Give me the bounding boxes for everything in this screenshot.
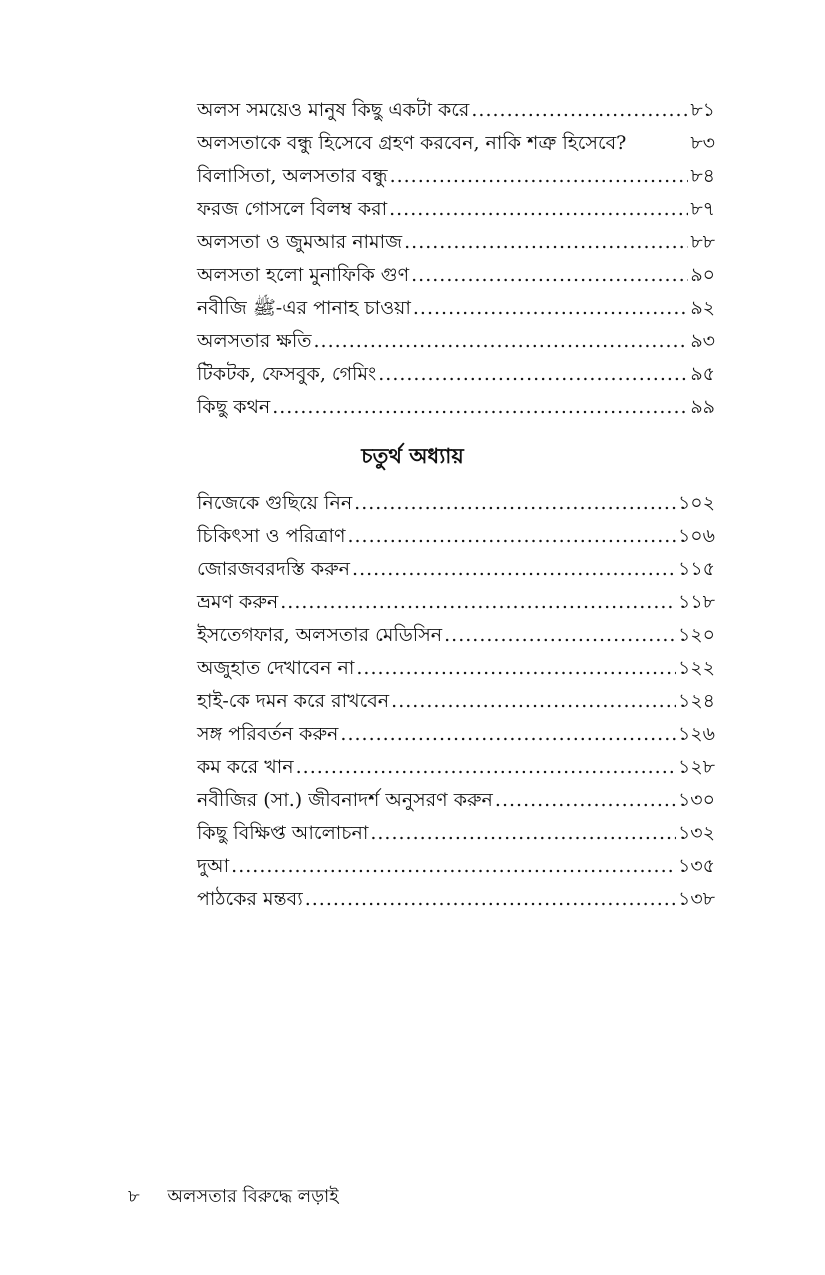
toc-entry-page: ৯৫ (690, 363, 715, 385)
dot-leader (391, 685, 676, 718)
toc-entry-title: পাঠকের মন্তব্য (197, 888, 303, 910)
dot-leader (370, 817, 676, 850)
footer-book-title: অলসতার বিরুদ্ধে লড়াই (167, 1186, 339, 1207)
toc-entry (197, 193, 715, 226)
dot-leader (280, 586, 676, 619)
toc-entry-page: ১৩৮ (677, 888, 715, 910)
toc-entry (197, 94, 715, 127)
toc-entry (197, 160, 715, 193)
toc-entry-title: কম করে খান (197, 756, 294, 778)
toc-entry-page: ৯৩ (690, 330, 715, 352)
toc-entry (197, 226, 715, 259)
toc-entry-title: অজুহাত দেখাবেন না (197, 657, 355, 679)
toc-entry (197, 553, 715, 586)
dot-leader (413, 292, 688, 325)
toc-entry (197, 619, 715, 652)
toc-chapter-4 (197, 487, 715, 916)
page-footer (128, 1182, 339, 1213)
toc-entry (197, 685, 715, 718)
toc-entry (197, 127, 715, 160)
toc-entry-page: ৮৭ (690, 198, 715, 220)
toc-entry-page: ১২৬ (677, 723, 715, 745)
toc-section-1 (197, 94, 715, 424)
toc-entry (197, 850, 715, 883)
toc-entry (197, 358, 715, 391)
toc-entry (197, 718, 715, 751)
toc-entry (197, 883, 715, 916)
toc-entry-title: নবীজির (সা.) জীবনাদর্শ অনুসরণ করুন (197, 789, 493, 811)
dot-leader (314, 325, 689, 358)
toc-entry (197, 487, 715, 520)
toc-entry (197, 652, 715, 685)
dot-leader (231, 850, 676, 883)
toc-entry (197, 292, 715, 325)
toc-entry-title: অলসতা হলো মুনাফিকি গুণ (197, 264, 410, 286)
dot-leader (404, 226, 688, 259)
dot-leader (471, 94, 688, 127)
dot-leader (340, 718, 676, 751)
toc-entry-page: ১০৬ (677, 525, 715, 547)
dot-leader (272, 391, 688, 424)
toc-entry-title: টিকটক, ফেসবুক, গেমিং (197, 363, 377, 385)
dot-leader (296, 751, 676, 784)
dot-leader (305, 883, 676, 916)
dot-leader (356, 652, 676, 685)
toc-entry-page: ৯০ (690, 264, 715, 286)
toc-entry-title: ইসতেগফার, অলসতার মেডিসিন (197, 624, 443, 646)
toc-entry (197, 259, 715, 292)
toc-entry-page: ৮১ (690, 99, 715, 121)
toc-entry-title: ফরজ গোসলে বিলম্ব করা (197, 198, 388, 220)
toc-entry-page: ১৩০ (677, 789, 715, 811)
dot-leader (354, 487, 676, 520)
toc-entry-title: অলসতার ক্ষতি (197, 330, 312, 352)
dot-leader (378, 358, 688, 391)
toc-entry-title: জোরজবরদস্তি করুন (197, 558, 351, 580)
toc-entry-page: ৮৪ (690, 165, 715, 187)
toc-entry-title: কিছু কথন (197, 396, 271, 418)
toc-entry (197, 520, 715, 553)
dot-leader (347, 520, 676, 553)
dot-leader (389, 193, 688, 226)
toc-entry-page: ১৩২ (677, 822, 715, 844)
toc-entry-title: নবীজি ﷺ-এর পানাহ চাওয়া (197, 297, 411, 319)
toc-entry-page: ১২২ (677, 657, 715, 679)
toc-entry-title: চিকিৎসা ও পরিত্রাণ (197, 525, 346, 547)
toc-entry (197, 391, 715, 424)
toc-entry-page: ৮৩ (690, 132, 715, 154)
toc-entry-title: সঙ্গ পরিবর্তন করুন (197, 723, 339, 745)
dot-leader (495, 784, 676, 817)
toc-entry-page: ৯৯ (690, 396, 715, 418)
toc-entry (197, 586, 715, 619)
toc-entry (197, 784, 715, 817)
dot-leader (390, 160, 689, 193)
dot-leader (411, 259, 688, 292)
toc-entry-page: ১১৫ (678, 558, 715, 580)
toc-entry-page: ১২৮ (677, 756, 715, 778)
toc-entry-page: ১০২ (677, 492, 715, 514)
toc-entry-page: ৮৮ (690, 231, 715, 253)
toc-entry-page: ৯২ (690, 297, 715, 319)
toc-entry-title: অলস সময়েও মানুষ কিছু একটা করে (197, 99, 470, 121)
toc-entry-page: ১৩৫ (677, 855, 715, 877)
toc-entry-title: বিলাসিতা, অলসতার বন্ধু (197, 165, 388, 187)
toc-entry (197, 751, 715, 784)
chapter-heading: চতুর্থ অধ্যায় (361, 443, 464, 468)
dot-leader (444, 619, 676, 652)
toc-entry-title: হাই-কে দমন করে রাখবেন (197, 690, 390, 712)
toc-entry-title: ভ্রমণ করুন (197, 591, 279, 613)
footer-page-number: ৮ (128, 1186, 140, 1207)
toc-entry-page: ১২৪ (677, 690, 715, 712)
toc-entry-title: নিজেকে গুছিয়ে নিন (197, 492, 353, 514)
toc-entry (197, 325, 715, 358)
toc-entry-title: অলসতা ও জুমআর নামাজ (197, 231, 403, 253)
toc-entry (197, 817, 715, 850)
toc-entry-page: ১১৮ (678, 591, 715, 613)
dot-leader (352, 553, 676, 586)
toc-entry-page: ১২০ (677, 624, 715, 646)
toc-entry-title: কিছু বিক্ষিপ্ত আলোচনা (197, 822, 369, 844)
toc-entry-title: অলসতাকে বন্ধু হিসেবে গ্রহণ করবেন, নাকি শত্রু হিসেবে? (197, 132, 627, 154)
toc-entry-title: দুআ (197, 855, 230, 877)
